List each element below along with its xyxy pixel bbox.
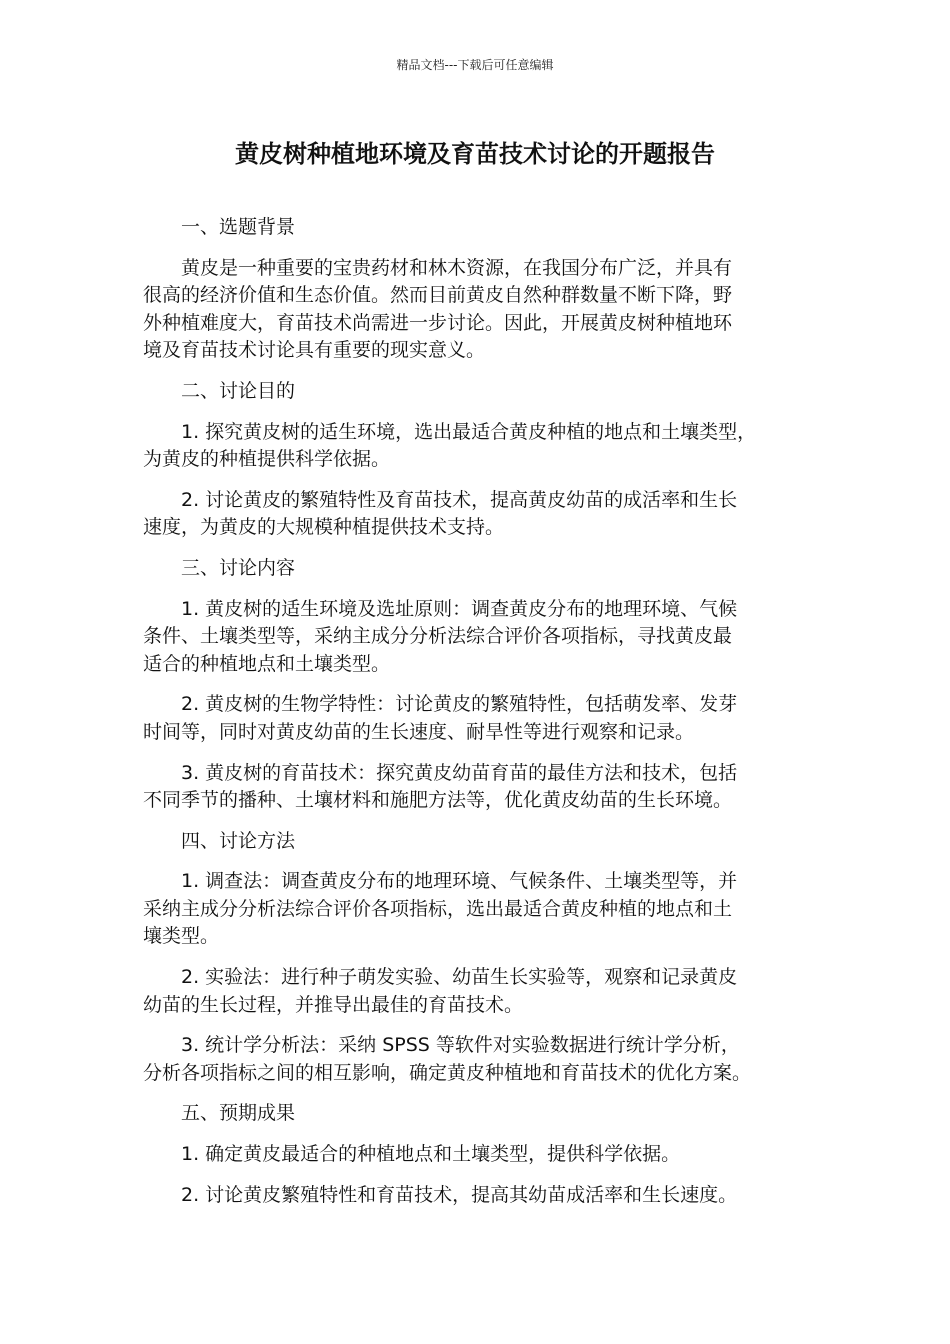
- paragraph: [143, 1141, 813, 1169]
- document-title: 黄皮树种植地环境及育苗技术讨论的开题报告: [235, 140, 715, 168]
- paragraph-line: 3. 黄皮树的育苗技术：探究黄皮幼苗育苗的最佳方法和技术，包括: [181, 761, 738, 784]
- paragraph-line: 很高的经济价值和生态价值。然而目前黄皮自然种群数量不断下降，野: [143, 284, 733, 307]
- paragraph-line: 1. 确定黄皮最适合的种植地点和土壤类型，提供科学依据。: [181, 1143, 681, 1166]
- paragraph: [143, 1032, 813, 1087]
- paragraph-line: 时间等，同时对黄皮幼苗的生长速度、耐旱性等进行观察和记录。: [143, 720, 695, 743]
- paragraph-line: 2. 黄皮树的生物学特性：讨论黄皮的繁殖特性，包括萌发率、发芽: [181, 693, 738, 716]
- paragraph: [143, 255, 813, 365]
- paragraph-line: 速度，为黄皮的大规模种植提供技术支持。: [143, 516, 505, 539]
- paragraph-line: 外种植难度大，育苗技术尚需进一步讨论。因此，开展黄皮树种植地环: [143, 311, 733, 334]
- paragraph-line: 1. 调查法：调查黄皮分布的地理环境、气候条件、土壤类型等，并: [181, 870, 738, 893]
- paragraph-line: 境及育苗技术讨论具有重要的现实意义。: [143, 339, 486, 362]
- paragraph-line: 为黄皮的种植提供科学依据。: [143, 448, 391, 471]
- paragraph-line: 分析各项指标之间的相互影响，确定黄皮种植地和育苗技术的优化方案。: [143, 1061, 752, 1084]
- page-header: 精品文档---下载后可任意编辑: [396, 58, 554, 72]
- paragraph: [143, 487, 813, 542]
- paragraph-line: 2. 讨论黄皮繁殖特性和育苗技术，提高其幼苗成活率和生长速度。: [181, 1183, 738, 1206]
- section-heading: 四、讨论方法: [181, 829, 296, 852]
- paragraph: [143, 1182, 813, 1210]
- paragraph-line: 2. 实验法：进行种子萌发实验、幼苗生长实验等，观察和记录黄皮: [181, 966, 738, 989]
- paragraph-line: 幼苗的生长过程，并推导出最佳的育苗技术。: [143, 993, 524, 1016]
- paragraph-line: 2. 讨论黄皮的繁殖特性及育苗技术，提高黄皮幼苗的成活率和生长: [181, 488, 738, 511]
- paragraph: [143, 868, 813, 951]
- paragraph: [143, 964, 813, 1019]
- section-heading: 一、选题背景: [181, 216, 296, 238]
- section-heading: 二、讨论目的: [181, 379, 296, 402]
- document-body: [143, 214, 813, 1222]
- paragraph-line: 条件、土壤类型等，采纳主成分分析法综合评价各项指标，寻找黄皮最: [143, 625, 733, 648]
- paragraph-line: 壤类型。: [143, 925, 220, 948]
- paragraph-line: 1. 探究黄皮树的适生环境，选出最适合黄皮种植的地点和土壤类型，: [181, 420, 757, 443]
- paragraph-line: 不同季节的播种、土壤材料和施肥方法等，优化黄皮幼苗的生长环境。: [143, 789, 733, 812]
- paragraph-line: 采纳主成分分析法综合评价各项指标，选出最适合黄皮种植的地点和土: [143, 897, 733, 920]
- paragraph: [143, 596, 813, 679]
- paragraph: [143, 691, 813, 746]
- paragraph-line: 1. 黄皮树的适生环境及选址原则：调查黄皮分布的地理环境、气候: [181, 597, 738, 620]
- paragraph-line: 3. 统计学分析法：采纳 SPSS 等软件对实验数据进行统计学分析，: [181, 1034, 740, 1057]
- paragraph: [143, 419, 813, 474]
- section-heading: 三、讨论内容: [181, 556, 296, 579]
- paragraph: [143, 760, 813, 815]
- paragraph-line: 黄皮是一种重要的宝贵药材和林木资源，在我国分布广泛，并具有: [181, 256, 733, 279]
- section-heading: 五、预期成果: [181, 1102, 296, 1125]
- paragraph-line: 适合的种植地点和土壤类型。: [143, 652, 391, 675]
